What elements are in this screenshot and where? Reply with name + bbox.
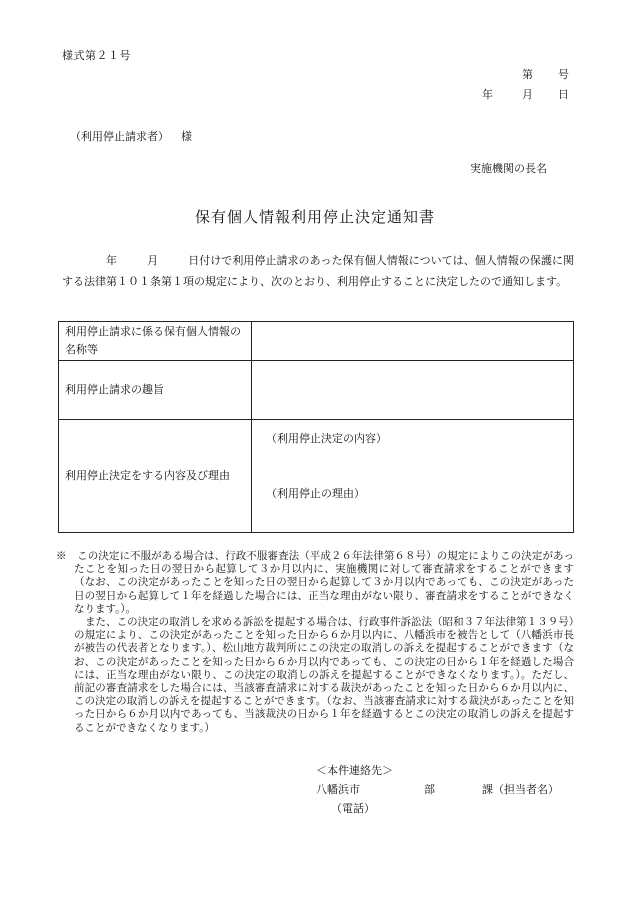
table-row [59, 361, 574, 420]
document-title: 保有個人情報利用停止決定通知書 [194, 208, 435, 226]
decision-reason-label: （利用停止の理由） [266, 487, 365, 500]
notice-paragraph-2-text: また、この決定の取消しを求める訴訟を提起する場合は、行政事件訴訟法（昭和３７年法律第１３９号）の規定により、この決定があったことを知った日から６か月以内に、八幡浜市を被告として（八幡浜市長が被告の代表者となります。）、松山地方裁判所にこの決定の取消しの訴えを提起することができます（なお、この決定があったことを知った日から６か月以内であっても、この決定の日から１年を経過した場合には、正当な理由がない限り、この決定の取消しの訴えを提起することができなくなります。）。ただし、前記の審査請求をした場合には、当該審査請求に対する裁決があったことを知った日から６か月以内に、この決定の取消しの訴えを提起することができます。（なお、当該審査請求に対する裁決があったことを知った日から６か月以内であっても、当該裁決の日から１年を経過するとこの決定の取消しの訴えを提起することができなくなります。） [74, 616, 574, 734]
notice-paragraph-1: ※ この決定に不服がある場合は、行政不服審査法（平成２６年法律第６８号）の規定によりこの決定があったことを知った日の翌日から起算して３か月以内に、実施機関に対して審査請求をすることができます（なお、この決定があったことを知った日の翌日から起算して３か月以内であっても、この決定があった日の翌日から起算して１年を経過した場合には、正当な理由がない限り、審査請求をすることができなくなります。）。 [56, 550, 574, 615]
contact-department: 部 [424, 783, 435, 796]
row2-value [252, 361, 574, 420]
row1-label: 利用停止請求に係る保有個人情報の名称等 [59, 322, 252, 361]
contact-heading: ＜本件連絡先＞ [316, 764, 393, 777]
intro-paragraph [62, 250, 574, 292]
issuer-name: 実施機関の長名 [470, 162, 547, 175]
row3-label: 利用停止決定をする内容及び理由 [59, 420, 252, 533]
contact-section: 課（担当者名） [482, 783, 559, 796]
form-number: 様式第２１号 [62, 49, 131, 62]
table-row [59, 322, 574, 361]
document-number-dai: 第 [522, 68, 533, 81]
decision-content-label: （利用停止決定の内容） [266, 432, 387, 445]
contact-phone: （電話） [331, 802, 375, 815]
document-number-go: 号 [558, 68, 569, 81]
decision-table [58, 321, 574, 533]
date-day: 日 [558, 88, 569, 101]
appeal-notice [56, 550, 574, 735]
addressee-name: （利用停止請求者） [70, 130, 169, 143]
addressee [70, 128, 192, 144]
intro-text: 日付けで利用停止請求のあった保有個人情報については、個人情報の保護に関する法律第１０１条第１項の規定により、次のとおり、利用停止することに決定したので通知します。 [62, 254, 575, 288]
date-year: 年 [482, 88, 493, 101]
row2-label: 利用停止請求の趣旨 [59, 361, 252, 420]
intro-month: 月 [147, 254, 159, 267]
contact-city: 八幡浜市 [316, 783, 360, 796]
notice-paragraph-2 [56, 616, 574, 735]
row1-value [252, 322, 574, 361]
date-month: 月 [522, 88, 533, 101]
intro-year: 年 [106, 254, 118, 267]
addressee-honorific: 様 [181, 130, 192, 143]
